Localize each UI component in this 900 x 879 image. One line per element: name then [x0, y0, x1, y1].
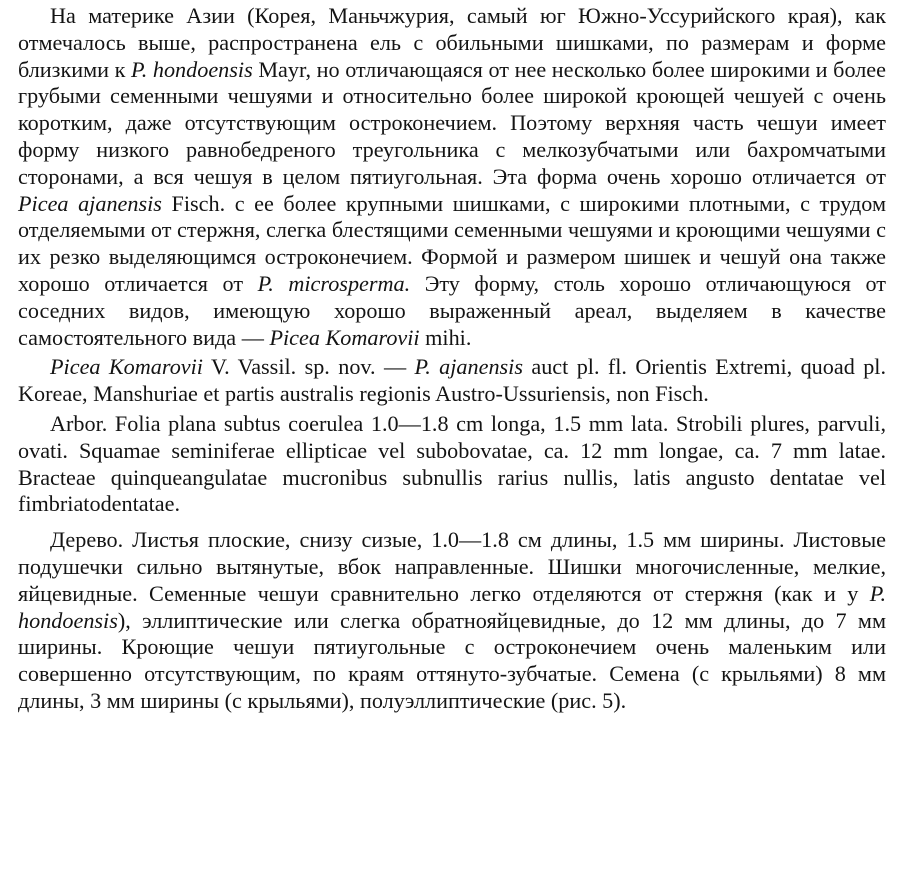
- text-segment: auct pl. fl. Orientis Extremi, quoad pl. Koreae, Manshuriae et partis australis regionis Austro-Ussuriensis, non Fisch.: [18, 354, 886, 407]
- paragraph-russian-description: [18, 527, 886, 715]
- italic-text-segment: P. ajanensis: [414, 354, 523, 380]
- text-segment: Эту форму, столь хорошо отличающуюся от соседних видов, имеющую хорошо выраженный ареал, выделяем в качестве самостоятельного вида —: [18, 270, 886, 350]
- italic-text-segment: Picea Komarovii: [50, 354, 203, 380]
- text-segment: mihi.: [419, 324, 472, 350]
- text-segment: Arbor. Folia plana subtus coerulea 1.0—1.8 cm longa, 1.5 mm lata. Strobili plures, parvuli, ovati. Squamae seminiferae ellipticae vel subobovatae, ca. 12 mm longae, ca. 7 mm latae. Bracteae quinqueangulatae mucronibus subnullis rarius nullis, latis angusto dentatae vel fimbriatodentatae.: [18, 410, 886, 517]
- text-segment: Mayr, но отличающаяся от нее несколько более широкими и более грубыми семенными чешуями и относительно более широкой кроющей чешуей с очень коротким, даже отсутствующим остроконечием. Поэтому верхняя часть чешуи имеет форму низкого равнобедреного треугольника с мелкозубчатыми или бахромчатыми сторонами, а вся чешуя в целом пятиугольная. Эта форма очень хорошо отличается от: [18, 56, 887, 189]
- italic-text-segment: P. hondoensis: [18, 580, 886, 633]
- text-segment: Дерево. Листья плоские, снизу сизые, 1.0—1.8 см длины, 1.5 мм ширины. Листовые подушечки сильно вытянутые, вбок направленные. Шишки многочисленные, мелкие, яйцевидные. Семенные чешуи сравнительно легко отделяются от стержня (как и у: [18, 527, 886, 606]
- text-segment: Fisch. с ее более крупными шишками, с широкими плотными, с трудом отделяемыми от стержня, слегка блестящими семенными чешуями и кроющими чешуями с их резко выделяющимся остроконечием. Формой и размером шишек и чешуй она также хорошо отличается от: [18, 190, 886, 296]
- text-segment: На материке Азии (Корея, Маньчжурия, самый юг Южно-Уссурийского края), как отмечалось выше, распространена ель с обильными шишками, по размерам и форме близкими к: [18, 3, 886, 82]
- italic-text-segment: P. hondoensis: [131, 56, 253, 82]
- italic-text-segment: Picea Komarovii: [269, 324, 420, 350]
- italic-text-segment: P. microsperma.: [257, 270, 411, 296]
- paragraph-description: [18, 3, 886, 351]
- text-segment: ), эллиптические или слегка обратнояйцевидные, до 12 мм длины, до 7 мм ширины. Кроющие чешуи пятиугольные с остроконечием очень маленьким или совершенно отсутствующим, по краям оттянуто-зубчатые. Семена (с крыльями) 8 мм длины, 3 мм ширины (с крыльями), полуэллиптические (рис. 5).: [18, 607, 886, 713]
- italic-text-segment: Picea ajanensis: [18, 190, 162, 216]
- paragraph-latin-diagnosis: [18, 411, 886, 518]
- paragraph-species-citation: [18, 354, 886, 408]
- text-segment: V. Vassil. sp. nov. —: [202, 354, 415, 380]
